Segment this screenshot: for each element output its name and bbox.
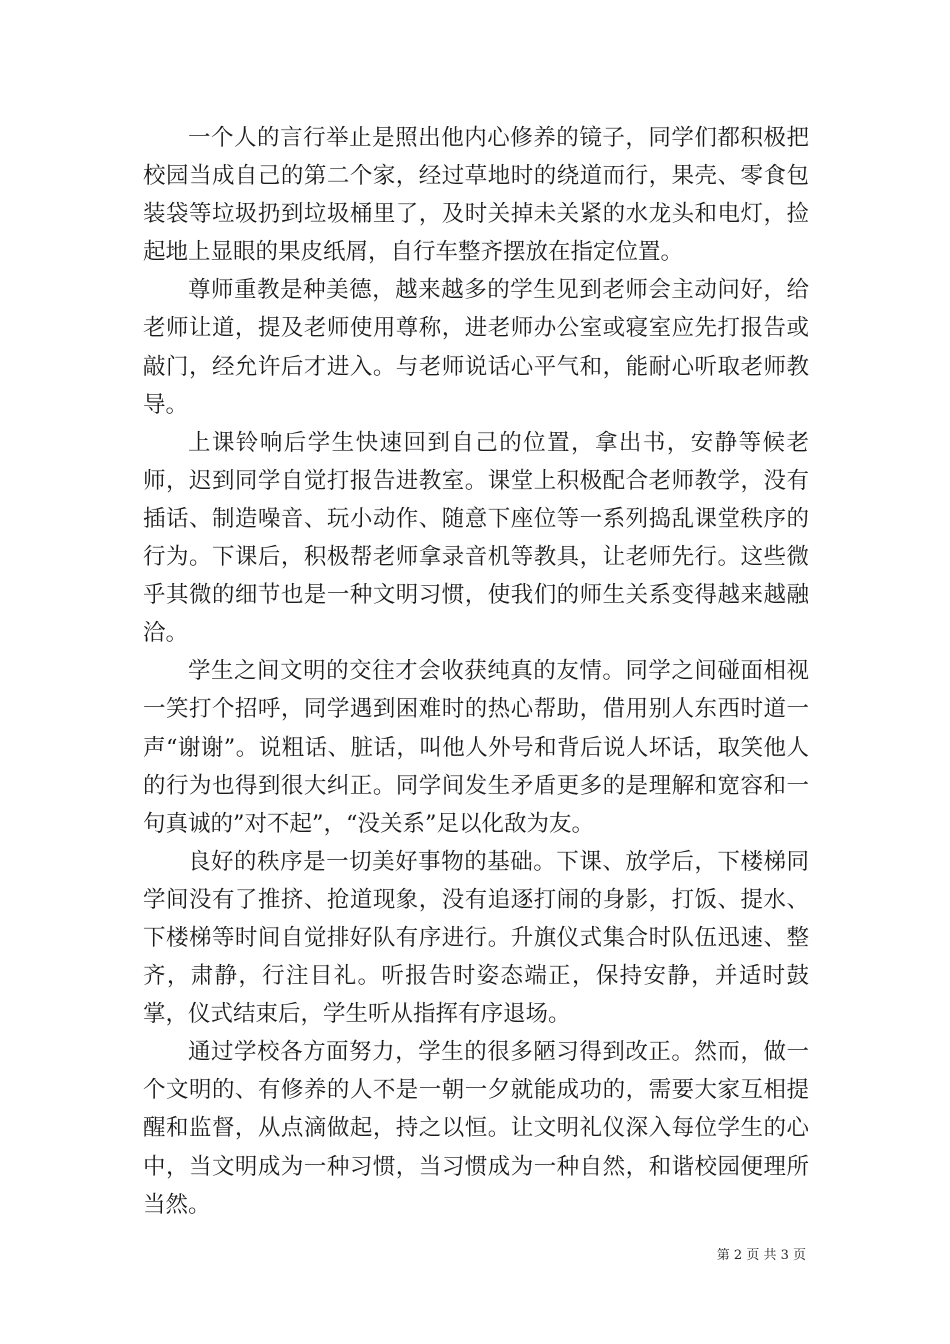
paragraph-respect-teachers: 尊师重教是种美德，越来越多的学生见到老师会主动问好，给老师让道，提及老师使用尊称，进老师办公室或寝室应先打报告或敲门，经允许后才进入。与老师说话心平气和，能耐心听取老师教导。 bbox=[143, 277, 809, 418]
paragraph-civility-mirror: 一个人的言行举止是照出他内心修养的镜子，同学们都积极把校园当成自己的第二个家，经过草地时的绕道而行，果壳、零食包装袋等垃圾扔到垃圾桶里了，及时关掉未关紧的水龙头和电灯，捡起地上显眼的果皮纸屑，自行车整齐摆放在指定位置。 bbox=[143, 125, 809, 266]
paragraph-conclusion: 通过学校各方面努力，学生的很多陋习得到改正。然而，做一个文明的、有修养的人不是一朝一夕就能成功的，需要大家互相提醒和监督，从点滴做起，持之以恒。让文明礼仪深入每位学生的心中，当文明成为一种习惯，当习惯成为一种自然，和谐校园便理所当然。 bbox=[143, 1039, 809, 1218]
paragraph-student-friendship: 学生之间文明的交往才会收获纯真的友情。同学之间碰面相视一笑打个招呼，同学遇到困难时的热心帮助，借用别人东西时道一声“谢谢”。说粗话、脏话，叫他人外号和背后说人坏话，取笑他人的行为也得到很大纠正。同学间发生矛盾更多的是理解和宽容和一句真诚的”对不起”，“没关系”足以化敌为友。 bbox=[143, 658, 809, 837]
page-number-footer: 第 2 页 共 3 页 bbox=[716, 1248, 806, 1263]
paragraph-classroom-conduct: 上课铃响后学生快速回到自己的位置，拿出书，安静等候老师，迟到同学自觉打报告进教室。课堂上积极配合老师教学，没有插话、制造噪音、玩小动作、随意下座位等一系列捣乱课堂秩序的行为。下课后，积极帮老师拿录音机等教具，让老师先行。这些微乎其微的细节也是一种文明习惯，使我们的师生关系变得越来越融洽。 bbox=[143, 429, 809, 647]
paragraph-good-order: 良好的秩序是一切美好事物的基础。下课、放学后，下楼梯同学间没有了推挤、抢道现象，没有追逐打闹的身影，打饭、提水、下楼梯等时间自觉排好队有序进行。升旗仪式集合时队伍迅速、整齐，肃静，行注目礼。听报告时姿态端正，保持安静，并适时鼓掌，仪式结束后，学生听从指挥有序退场。 bbox=[143, 848, 809, 1028]
document-body bbox=[143, 119, 809, 1224]
